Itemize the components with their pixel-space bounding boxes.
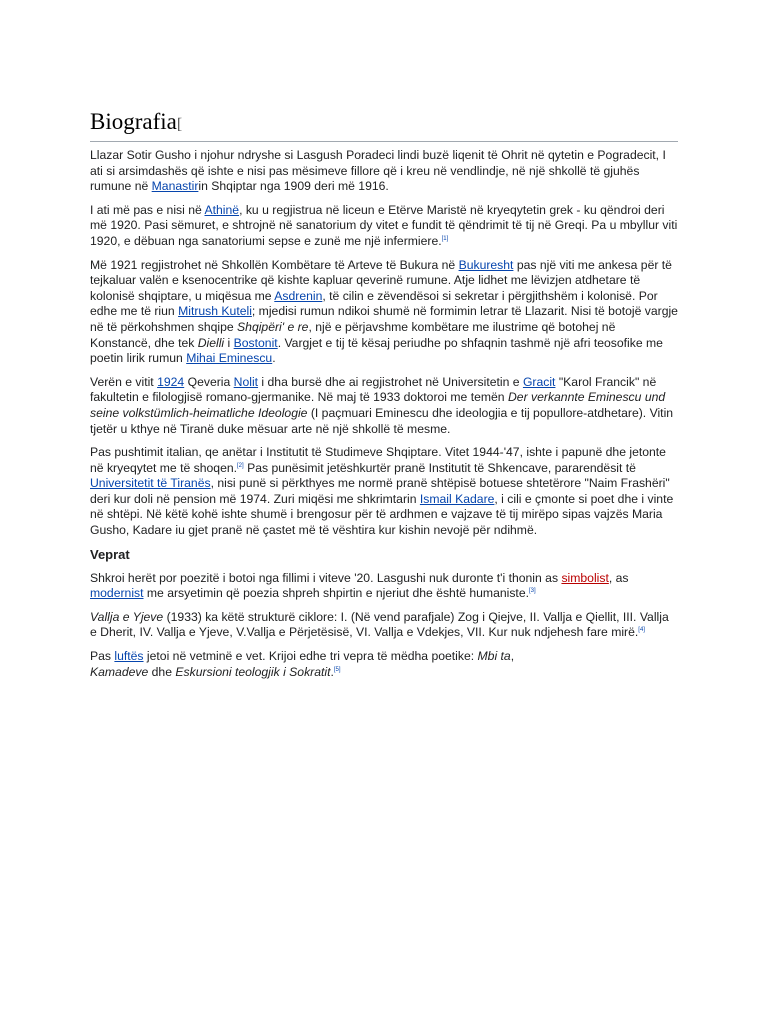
work-title: Mbi ta xyxy=(477,649,511,664)
text: (I paçmuari Eminescu dhe ideologjia e tij popullore-atdhetare). Vitin tjetër u kthye në Tiranë duke mësuar arte në një shkollë të mesme. xyxy=(90,405,674,436)
link-1924[interactable]: 1924 xyxy=(157,374,185,389)
link-nolit[interactable]: Nolit xyxy=(233,374,259,389)
text: I ati më pas e nisi në xyxy=(90,202,205,217)
text: pas një viti me ankesa për të tejkaluar valën e ksenocentrike që kishte kapluar qeverinë rumune. Atje lidhet me lëvizjen atdhetare të kolonisë shqiptare, u miqësua me xyxy=(90,257,672,303)
text: . xyxy=(272,351,276,366)
article-content xyxy=(90,108,678,688)
text: Verën e vitit xyxy=(90,374,158,389)
work-title: Kamadeve xyxy=(90,664,149,679)
text: Pas punësimit jetëshkurtër pranë Institutit të Shkencave, pararendësit të xyxy=(243,460,636,475)
text: dhe xyxy=(148,664,176,679)
text: Llazar Sotir Gusho i njohur ndryshe si Lasgush Poradeci lindi buzë liqenit të Ohrit në qytetin e Pogradecit, I ati si arsimdashës që ishte e nisi pas mësimeve fillore që i kreu në vendlindje, në një shkollë të gjuhës rumune në xyxy=(90,148,666,194)
link-bostonit[interactable]: Bostonit xyxy=(233,335,278,350)
section-heading-biografia xyxy=(90,108,678,142)
title-italic: Shqipëri' e re xyxy=(237,319,309,334)
text: , as xyxy=(608,570,629,585)
link-athine[interactable]: Athinë xyxy=(204,202,240,217)
citation-3[interactable]: [3] xyxy=(529,588,536,595)
text: Më 1921 regjistrohet në Shkollën Kombëtare të Arteve të Bukura në xyxy=(90,257,459,272)
link-universitetit-te-tiranes[interactable]: Universitetit të Tiranës xyxy=(90,476,211,491)
link-luftes[interactable]: luftës xyxy=(114,649,144,664)
text: , xyxy=(510,649,515,664)
text: (1933) ka këtë strukturë ciklore: I. (Në vend parafjale) Zog i Qiejve, II. Vallja e Qiellit, III. Vallja e Dherit, IV. Vallja e Yjeve, V.Vallja e Përjetësisë, VI. Vallja e Vdekjes, VII. Kur nuk ndjehesh fare mirë. xyxy=(90,609,669,640)
link-asdrenin[interactable]: Asdrenin xyxy=(274,288,323,303)
text: me arsyetimin që poezia shpreh shpirtin e njeriut dhe është humaniste. xyxy=(143,586,529,601)
citation-4[interactable]: [4] xyxy=(638,627,645,634)
text: Shkroi herët por poezitë i botoi nga fillimi i viteve '20. Lasgushi nuk duronte t'i thonin as xyxy=(90,570,562,585)
paragraph-6 xyxy=(90,571,678,602)
text: . Vargjet e tij të kësaj periudhe po shfaqnin tashmë një afri teosofike me poetin lirik rumun xyxy=(90,335,663,366)
text: Pas pushtimit italian, qe anëtar i Institutit të Studimeve Shqiptare. Vitet 1944-'47, ishte i papunë dhe jetonte në kryeqytet me të shoqen. xyxy=(90,445,666,475)
link-mihai-eminescu[interactable]: Mihai Eminescu xyxy=(186,351,273,366)
citation-5[interactable]: [5] xyxy=(333,666,341,673)
paragraph-5 xyxy=(90,445,678,539)
text: i dha bursë dhe ai regjistrohet në Universitetin e xyxy=(258,374,523,389)
paragraph-1 xyxy=(90,148,678,195)
text: "Karol Francik" në fakultetin e filologjisë romano-gjermanike. Në maj të 1933 doktoroi me temën xyxy=(90,374,657,405)
text: , të cilin e zëvendësoi si sekretar i përgjithshëm i kolonisë. Por edhe me të riun xyxy=(90,288,658,319)
link-ismail-kadare[interactable]: Ismail Kadare xyxy=(419,491,495,506)
text: in Shqiptar nga 1909 deri më 1916. xyxy=(198,179,389,194)
paragraph-8 xyxy=(90,649,540,680)
text: Qeveria xyxy=(184,374,234,389)
text: , ku u regjistrua në liceun e Etërve Maristë në kryeqytetin grek - ku qëndroi deri më 1920. Pasi sëmuret, e shtrojnë në sanatorium dy vitet e fundit të qëndrimit të tij në Greqi. Pa u mbyllur viti 1920, e dëbuan nga sanatoriumi sepse e zunë me një infermiere. xyxy=(90,202,678,248)
link-modernist[interactable]: modernist xyxy=(90,586,144,601)
link-manastir[interactable]: Manastir xyxy=(151,179,199,194)
citation-1[interactable]: [1] xyxy=(441,235,449,242)
text: , nisi punë si përkthyes me normë pranë shtëpisë botuese shtetërore "Naim Frashëri" deri kur doli në pension më 1974. Zuri miqësi me shkrimtarin xyxy=(90,476,670,506)
thesis-title: Der verkannte Eminescu und seine volkstümlich-heimatliche Ideologie xyxy=(90,390,666,420)
heading-title: Biografia xyxy=(90,109,177,134)
link-gracit[interactable]: Gracit xyxy=(522,374,556,389)
paragraph-3 xyxy=(90,258,678,367)
paragraph-7 xyxy=(90,610,678,641)
section-heading-veprat: Veprat xyxy=(90,546,130,562)
work-title: Vallja e Yjeve xyxy=(90,609,164,624)
text: , i cili e çmonte si poet dhe i vinte në shtëpi. Në këtë kohë ishte shumë i brengosur për të ardhmen e vajzave të tij mirëpo sipas vajzës Maria Gusho, Kadare iu gjet pranë në çastet më të vështira kur kishin nevojë për ndihmë. xyxy=(90,491,674,538)
text: ; mjedisi rumun ndikoi shumë në formimin letrar të Llazarit. Nisi të botojë vargje në të përkohshmen shqipe xyxy=(90,304,678,334)
citation-2[interactable]: [2] xyxy=(237,462,244,469)
work-title: Eskursioni teologjik i Sokratit xyxy=(175,664,331,679)
link-mitrush-kuteli[interactable]: Mitrush Kuteli xyxy=(178,304,252,319)
link-bukuresht[interactable]: Bukuresht xyxy=(458,257,514,272)
text: i xyxy=(224,335,234,350)
edit-bracket[interactable]: [ xyxy=(176,116,183,133)
text: Pas xyxy=(90,649,115,664)
redlink-simbolist[interactable]: simbolist xyxy=(561,570,609,585)
title-italic: Dielli xyxy=(197,335,225,350)
paragraph-4 xyxy=(90,375,678,437)
text: jetoi në vetminë e vet. Krijoi edhe tri vepra të mëdha poetike: xyxy=(143,649,478,664)
text: . xyxy=(330,664,334,679)
text: , një e përjavshme kombëtare me ilustrime që botohej në Konstancë, dhe tek xyxy=(90,319,616,350)
paragraph-2 xyxy=(90,203,678,250)
